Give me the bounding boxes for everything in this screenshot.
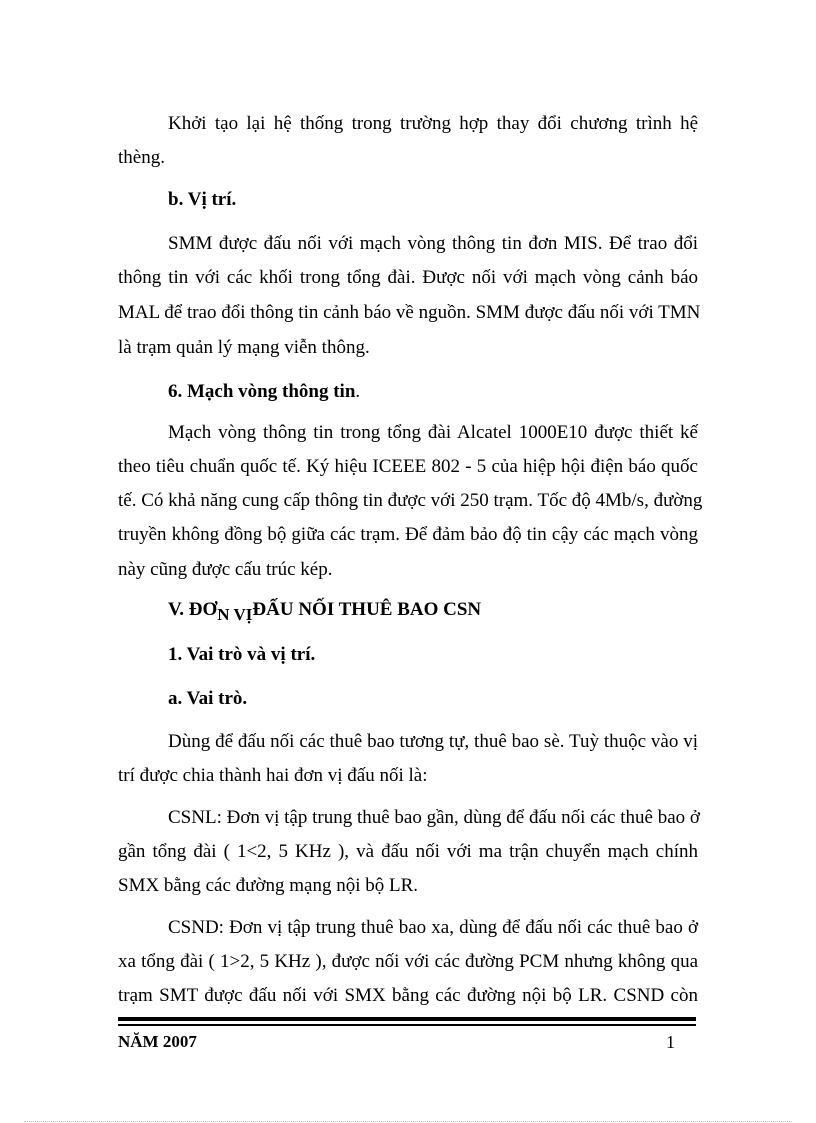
heading-v-part1: V. ĐƠ: [168, 599, 218, 620]
paragraph-line: là trạm quản lý mạng viễn thông.: [118, 337, 370, 358]
heading-section-v: [168, 598, 748, 622]
paragraph-line: Mạch vòng thông tin trong tổng đài Alcatel 1000E10 được thiết kế: [168, 422, 698, 443]
heading-6-period: .: [355, 381, 361, 402]
paragraph-line: MAL để trao đổi thông tin cảnh báo về nguồn. SMM được đấu nối với TMN: [118, 302, 701, 323]
paragraph-line: CSND: Đơn vị tập trung thuê bao xa, dùng để đấu nối các thuê bao ở: [168, 917, 698, 938]
paragraph-line: trí được chia thành hai đơn vị đấu nối là:: [118, 765, 428, 786]
paragraph-line: trạm SMT được đấu nối với SMX bằng các đường nội bộ LR. CSND còn: [118, 985, 698, 1006]
paragraph-line: SMM được đấu nối với mạch vòng thông tin đơn MIS. Để trao đổi: [168, 233, 698, 254]
heading-v-subscript: N VỊ: [217, 605, 253, 624]
footer-rule-thick: [118, 1017, 696, 1021]
paragraph-line: xa tổng đài ( 1>2, 5 KHz ), được nối với các đường PCM nhưng không qua: [118, 951, 698, 972]
footer-year: NĂM 2007: [118, 1032, 197, 1051]
heading-b-location: b. Vị trí.: [168, 189, 237, 210]
page-bottom-border: [24, 1121, 792, 1122]
footer-rule-thin: [118, 1024, 696, 1026]
paragraph-line: này cũng được cấu trúc kép.: [118, 559, 333, 580]
paragraph-line: Dùng để đấu nối các thuê bao tương tự, thuê bao sè. Tuỳ thuộc vào vị: [168, 731, 698, 752]
heading-1-role-location: 1. Vai trò và vị trí.: [168, 644, 316, 665]
paragraph-line: theo tiêu chuẩn quốc tế. Ký hiệu ICEEE 802 - 5 của hiệp hội điện báo quốc: [118, 456, 698, 477]
document-page: [118, 0, 703, 1123]
heading-6-text: 6. Mạch vòng thông tin: [168, 381, 356, 402]
paragraph-line: truyền không đồng bộ giữa các trạm. Để đảm bảo độ tin cậy các mạch vòng: [118, 524, 698, 545]
paragraph-line: thông tin với các khối trong tổng đài. Được nối với mạch vòng cảnh báo: [118, 267, 698, 288]
paragraph-line: thèng.: [118, 147, 165, 168]
footer-page-number: 1: [666, 1032, 675, 1052]
heading-v-part2: ĐẤU NỐI THUÊ BAO CSN: [252, 599, 482, 620]
paragraph-line: tế. Có khả năng cung cấp thông tin được với 250 trạm. Tốc độ 4Mb/s, đường: [118, 490, 703, 511]
paragraph-line: Khởi tạo lại hệ thống trong trường hợp thay đổi chương trình hệ: [168, 113, 698, 134]
paragraph-line: CSNL: Đơn vị tập trung thuê bao gần, dùng để đấu nối các thuê bao ở: [168, 807, 700, 828]
paragraph-line: gần tổng đài ( 1<2, 5 KHz ), và đấu nối với ma trận chuyển mạch chính: [118, 841, 698, 862]
heading-a-role: a. Vai trò.: [168, 688, 248, 709]
paragraph-line: SMX bằng các đường mạng nội bộ LR.: [118, 875, 419, 896]
heading-6-info-ring: [168, 380, 748, 404]
